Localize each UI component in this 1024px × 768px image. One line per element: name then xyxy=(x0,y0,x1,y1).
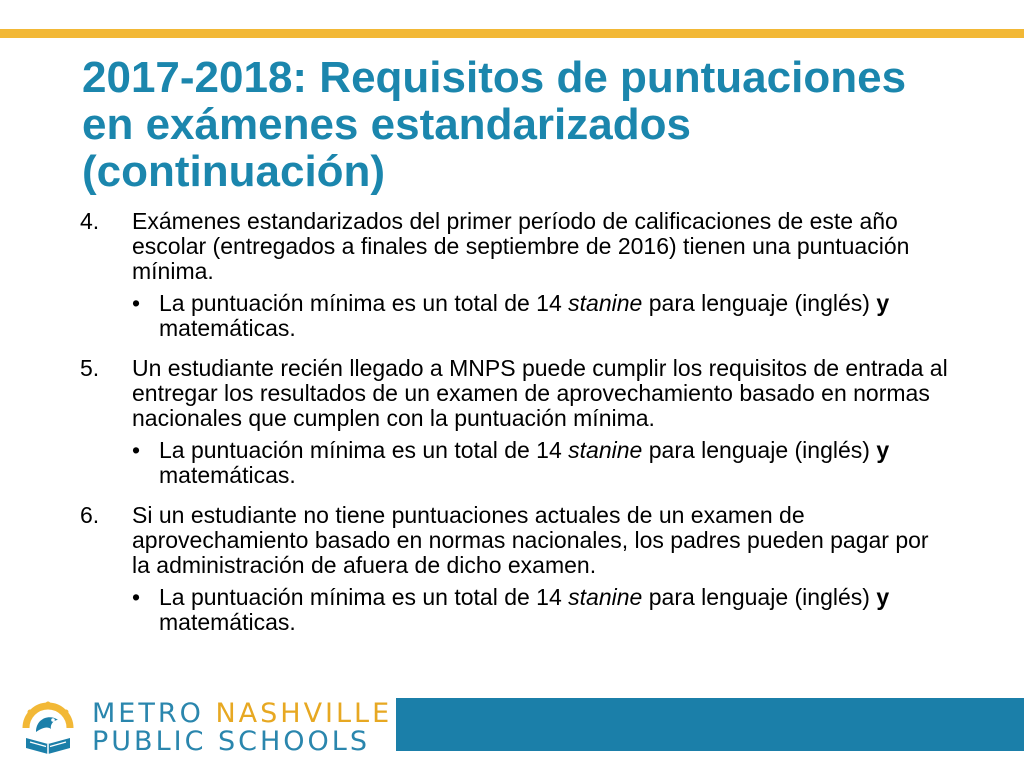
sub-bullet xyxy=(132,585,950,635)
sub-bullet-text: La puntuación mínima es un total de 14 stanine para lenguaje (inglés) y matemáticas. xyxy=(159,584,890,635)
sub-bullet-text: La puntuación mínima es un total de 14 stanine para lenguaje (inglés) y matemáticas. xyxy=(159,290,890,341)
item-number: 5. xyxy=(80,355,100,381)
list-item xyxy=(80,503,950,635)
item-text: Si un estudiante no tiene puntuaciones actuales de un examen de aprovechamiento basado en normas nacionales, los padres pueden pagar por la administración de afuera de dicho examen. xyxy=(132,502,929,578)
bottom-blue-band xyxy=(396,698,1024,751)
sub-bullet xyxy=(132,291,950,341)
logo-text-line-2: PUBLIC SCHOOLS xyxy=(92,726,370,757)
sub-bullet xyxy=(132,438,950,488)
item-text: Un estudiante recién llegado a MNPS puede cumplir los requisitos de entrada al entregar los resultados de un examen de aprovechamiento basado en normas nacionales que cumplen con la puntuación mínima. xyxy=(132,355,948,431)
item-number: 4. xyxy=(80,208,100,234)
bullet-marker: • xyxy=(132,437,141,463)
logo-text-line-1: METRO NASHVILLE xyxy=(92,698,393,729)
bullet-marker: • xyxy=(132,290,141,316)
list-item xyxy=(80,209,950,341)
top-accent-bar xyxy=(0,29,1024,38)
list-item xyxy=(80,356,950,488)
slide-title: 2017-2018: Requisitos de puntuaciones en exámenes estandarizados (continuación) xyxy=(82,53,907,196)
mnps-logo-icon xyxy=(20,698,76,756)
item-text: Exámenes estandarizados del primer período de calificaciones de este año escolar (entregados a finales de septiembre de 2016) tienen una puntuación mínima. xyxy=(132,208,910,284)
content-list xyxy=(80,209,950,650)
item-number: 6. xyxy=(80,502,100,528)
sub-bullet-text: La puntuación mínima es un total de 14 stanine para lenguaje (inglés) y matemáticas. xyxy=(159,437,890,488)
mnps-logo xyxy=(20,698,393,758)
bullet-marker: • xyxy=(132,584,141,610)
